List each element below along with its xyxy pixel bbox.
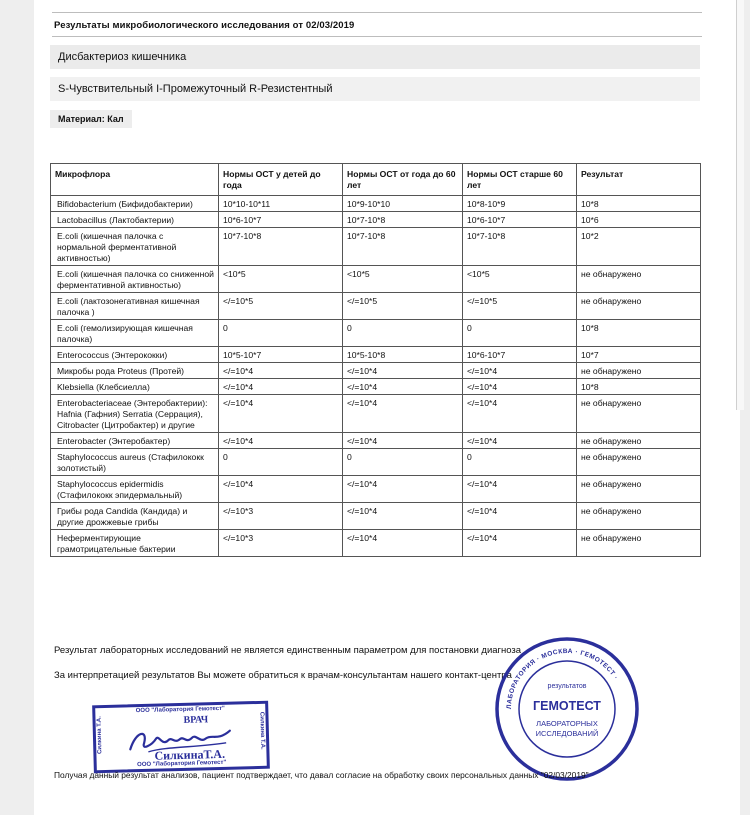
cell-microflora: Enterococcus (Энтерококки) <box>51 347 219 363</box>
cell-norm-elderly: </=10*4 <box>463 433 577 449</box>
lab-stamp-ring-text: ЛАБОРАТОРИЯ · МОСКВА · ГЕМОТЕСТ · <box>505 647 620 710</box>
table-row <box>51 449 701 476</box>
cell-norm-children: </=10*5 <box>219 293 343 320</box>
table-row <box>51 347 701 363</box>
doctor-stamp-title: ВРАЧ <box>183 714 209 726</box>
cell-microflora: Enterobacteriaceae (Энтеробактерии): Hafnia (Гафния) Serratia (Серрация), Citrobacter (Цитробактер) и другие <box>51 395 219 433</box>
table-row <box>51 363 701 379</box>
cell-norm-elderly: </=10*4 <box>463 395 577 433</box>
report-header-title: Результаты микробиологического исследования от 02/03/2019 <box>54 20 355 31</box>
page-edge <box>736 0 744 410</box>
column-header-result: Результат <box>577 164 701 196</box>
cell-norm-children: </=10*4 <box>219 379 343 395</box>
cell-norm-elderly: </=10*5 <box>463 293 577 320</box>
cell-microflora: E.coli (кишечная палочка с нормальной ферментативной активностью) <box>51 228 219 266</box>
table-row <box>51 433 701 449</box>
cell-norm-children: 0 <box>219 449 343 476</box>
cell-norm-adults: 10*9-10*10 <box>343 196 463 212</box>
cell-norm-adults: 10*7-10*8 <box>343 212 463 228</box>
cell-norm-elderly: 10*6-10*7 <box>463 347 577 363</box>
cell-microflora: Неферментирующие грамотрицательные бактерии <box>51 530 219 557</box>
cell-microflora: Bifidobacterium (Бифидобактерии) <box>51 196 219 212</box>
cell-microflora: E.coli (кишечная палочка со сниженной ферментативной активностью) <box>51 266 219 293</box>
cell-norm-elderly: </=10*4 <box>463 530 577 557</box>
cell-norm-elderly: 0 <box>463 320 577 347</box>
cell-norm-adults: </=10*4 <box>343 433 463 449</box>
cell-norm-children: </=10*4 <box>219 363 343 379</box>
cell-norm-adults: 0 <box>343 449 463 476</box>
doctor-stamp <box>92 701 270 774</box>
table-row <box>51 530 701 557</box>
material-label: Материал: Кал <box>50 110 132 128</box>
doctor-stamp-right-text: Силкина Т.А. <box>258 711 266 750</box>
table-row <box>51 379 701 395</box>
cell-norm-children: 0 <box>219 320 343 347</box>
cell-microflora: Lactobacillus (Лактобактерии) <box>51 212 219 228</box>
lab-stamp-line2: ИССЛЕДОВАНИЙ <box>535 729 599 738</box>
table-row <box>51 476 701 503</box>
cell-result: не обнаружено <box>577 433 701 449</box>
cell-norm-adults: </=10*4 <box>343 530 463 557</box>
cell-norm-elderly: 10*6-10*7 <box>463 212 577 228</box>
cell-microflora: Enterobacter (Энтеробактер) <box>51 433 219 449</box>
cell-result: 10*8 <box>577 320 701 347</box>
column-header-norm-elderly: Нормы ОСТ старше 60 лет <box>463 164 577 196</box>
cell-norm-adults: </=10*4 <box>343 363 463 379</box>
consent-note: Получая данный результат анализов, пациент подтверждает, что давал согласие на обработку своих персональных данных "02/03/2019" <box>54 770 589 780</box>
cell-norm-adults: </=10*4 <box>343 503 463 530</box>
cell-norm-elderly: </=10*4 <box>463 379 577 395</box>
cell-result: не обнаружено <box>577 476 701 503</box>
cell-norm-elderly: </=10*4 <box>463 363 577 379</box>
cell-microflora: Staphylococcus aureus (Стафилококк золотистый) <box>51 449 219 476</box>
cell-result: не обнаружено <box>577 293 701 320</box>
column-header-norm-adults: Нормы ОСТ от года до 60 лет <box>343 164 463 196</box>
column-header-norm-children: Нормы ОСТ у детей до года <box>219 164 343 196</box>
sensitivity-legend: S-Чувствительный I-Промежуточный R-Резистентный <box>50 77 700 101</box>
table-row <box>51 212 701 228</box>
header-divider <box>52 36 702 37</box>
cell-norm-children: </=10*3 <box>219 530 343 557</box>
lab-stamp-brand: ГЕМОТЕСТ <box>533 699 601 713</box>
table-row <box>51 228 701 266</box>
cell-norm-adults: </=10*4 <box>343 395 463 433</box>
doctor-stamp-name: СилкинаТ.А. <box>154 746 226 763</box>
lab-stamp-line1: ЛАБОРАТОРНЫХ <box>536 719 598 728</box>
cell-microflora: Грибы рода Candida (Кандида) и другие дрожжевые грибы <box>51 503 219 530</box>
table-row <box>51 320 701 347</box>
cell-microflora: Staphylococcus epidermidis (Стафилококк эпидермальный) <box>51 476 219 503</box>
section-title: Дисбактериоз кишечника <box>50 45 700 69</box>
table-row <box>51 266 701 293</box>
table-header-row <box>51 164 701 196</box>
cell-norm-elderly: 10*8-10*9 <box>463 196 577 212</box>
cell-result: не обнаружено <box>577 363 701 379</box>
cell-norm-children: 10*5-10*7 <box>219 347 343 363</box>
cell-norm-children: <10*5 <box>219 266 343 293</box>
cell-result: 10*7 <box>577 347 701 363</box>
cell-microflora: E.coli (гемолизирующая кишечная палочка) <box>51 320 219 347</box>
cell-result: не обнаружено <box>577 395 701 433</box>
cell-result: не обнаружено <box>577 449 701 476</box>
cell-norm-children: </=10*4 <box>219 395 343 433</box>
cell-norm-children: 10*10-10*11 <box>219 196 343 212</box>
disclaimer-note: Результат лабораторных исследований не является единственным параметром для постановки диагноза <box>54 645 522 656</box>
cell-result: не обнаружено <box>577 266 701 293</box>
cell-norm-children: </=10*4 <box>219 433 343 449</box>
results-table <box>50 163 701 557</box>
cell-norm-children: </=10*3 <box>219 503 343 530</box>
cell-norm-adults: <10*5 <box>343 266 463 293</box>
table-row <box>51 196 701 212</box>
cell-result: 10*8 <box>577 196 701 212</box>
cell-microflora: Klebsiella (Клебсиелла) <box>51 379 219 395</box>
cell-result: 10*2 <box>577 228 701 266</box>
cell-norm-adults: 10*5-10*8 <box>343 347 463 363</box>
cell-norm-adults: </=10*5 <box>343 293 463 320</box>
cell-result: не обнаружено <box>577 530 701 557</box>
doctor-stamp-left-text: Силкина Т.А. <box>96 716 104 755</box>
doctor-stamp-bottom-text: ООО "Лаборатория Гемотест" <box>137 759 227 769</box>
cell-norm-adults: 0 <box>343 320 463 347</box>
cell-norm-elderly: </=10*4 <box>463 503 577 530</box>
column-header-microflora: Микрофлора <box>51 164 219 196</box>
cell-norm-adults: </=10*4 <box>343 379 463 395</box>
cell-norm-children: 10*6-10*7 <box>219 212 343 228</box>
cell-norm-children: 10*7-10*8 <box>219 228 343 266</box>
cell-norm-adults: 10*7-10*8 <box>343 228 463 266</box>
table-row <box>51 293 701 320</box>
cell-norm-elderly: <10*5 <box>463 266 577 293</box>
cell-result: 10*6 <box>577 212 701 228</box>
cell-result: 10*8 <box>577 379 701 395</box>
lab-round-stamp <box>494 636 640 782</box>
cell-norm-elderly: 10*7-10*8 <box>463 228 577 266</box>
cell-norm-elderly: </=10*4 <box>463 476 577 503</box>
cell-norm-adults: </=10*4 <box>343 476 463 503</box>
table-row <box>51 503 701 530</box>
cell-norm-elderly: 0 <box>463 449 577 476</box>
lab-stamp-inner-top: результатов <box>547 683 587 690</box>
consultation-note: За интерпретацией результатов Вы можете обратиться к врачам-консультантам нашего контакт-центра <box>54 670 512 681</box>
cell-microflora: Микробы рода Proteus (Протей) <box>51 363 219 379</box>
cell-result: не обнаружено <box>577 503 701 530</box>
table-row <box>51 395 701 433</box>
doctor-stamp-top-text: ООО "Лаборатория Гемотест" <box>135 705 225 715</box>
top-divider <box>52 12 702 13</box>
cell-norm-children: </=10*4 <box>219 476 343 503</box>
cell-microflora: E.coli (лактозонегативная кишечная палочка ) <box>51 293 219 320</box>
